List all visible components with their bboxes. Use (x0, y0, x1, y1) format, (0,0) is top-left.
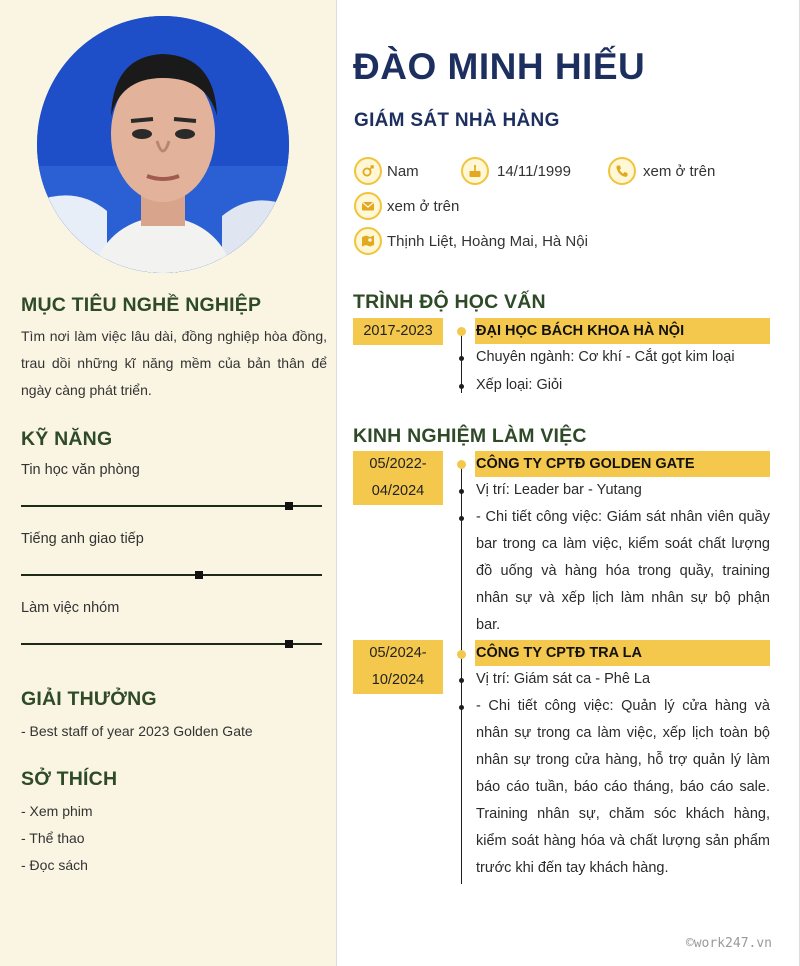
experience-date-from: 05/2024- (369, 645, 427, 661)
cake-icon (461, 157, 489, 185)
experience-timeline (461, 464, 462, 884)
experience-company: CÔNG TY CPTĐ TRA LA (475, 640, 770, 666)
timeline-dot (459, 516, 464, 521)
award-item: - Best staff of year 2023 Golden Gate (21, 723, 253, 739)
timeline-dot (459, 489, 464, 494)
watermark: ©work247.vn (685, 936, 772, 951)
birthday-text: 14/11/1999 (497, 162, 571, 180)
experience-date-to: 04/2024 (371, 483, 425, 499)
experience-date (353, 451, 443, 505)
hobby-item: - Đọc sách (21, 857, 88, 873)
skill-name: Làm việc nhóm (21, 600, 120, 616)
experience-date (353, 640, 443, 694)
skill-level-marker (195, 571, 203, 579)
objective-heading: MỤC TIÊU NGHỀ NGHIỆP (21, 294, 262, 316)
timeline-dot (457, 327, 466, 336)
experience-date-from: 05/2022- (369, 456, 427, 472)
experience-position: Vị trí: Giám sát ca - Phê La (476, 671, 651, 687)
skill-bar (21, 574, 322, 576)
phone-icon (608, 157, 636, 185)
info-birthday (461, 156, 571, 186)
hobbies-heading: SỞ THÍCH (21, 768, 118, 790)
job-title: GIÁM SÁT NHÀ HÀNG (354, 110, 560, 131)
sidebar (0, 0, 337, 966)
email-text: xem ở trên (387, 197, 460, 215)
experience-position: Vị trí: Leader bar - Yutang (476, 482, 642, 498)
education-major: Chuyên ngành: Cơ khí - Cắt gọt kim loại (476, 349, 735, 365)
timeline-dot (459, 356, 464, 361)
skills-heading: KỸ NĂNG (21, 428, 113, 450)
experience-heading: KINH NGHIỆM LÀM VIỆC (353, 425, 587, 447)
gender-text: Nam (387, 162, 419, 180)
timeline-dot (459, 384, 464, 389)
skill-level-marker (285, 640, 293, 648)
education-date: 2017-2023 (353, 318, 443, 345)
avatar (37, 16, 289, 273)
experience-date-to: 10/2024 (371, 672, 425, 688)
education-school: ĐẠI HỌC BÁCH KHOA HÀ NỘI (475, 318, 770, 344)
skill-level-marker (285, 502, 293, 510)
info-email (354, 191, 459, 221)
timeline-dot (459, 678, 464, 683)
avatar-portrait (37, 16, 289, 273)
experience-details: - Chi tiết công việc: Giám sát nhân viên quầy bar trong ca làm việc, kiểm soát chất lượng đồ uống và hàng hóa trong quầy, training nhân sự và xếp lịch làm nhân sự bộ phận bar. (476, 509, 770, 633)
timeline-dot (457, 650, 466, 659)
education-heading: TRÌNH ĐỘ HỌC VẤN (353, 291, 546, 313)
candidate-name: ĐÀO MINH HIẾU (353, 46, 646, 87)
info-phone (608, 156, 715, 186)
experience-details: - Chi tiết công việc: Quản lý cửa hàng và nhân sự trong ca làm việc, xếp lịch toàn bộ nhân sự trong cửa hàng, hỗ trợ quản lý làm báo cáo tuần, báo cáo tháng, báo cáo sale. Training nhân sự, chăm sóc khách hàng, kiểm soát hàng hóa và chất lượng sản phẩm trước khi đến tay khách hàng. (476, 698, 770, 876)
skill-bar (21, 505, 322, 507)
gender-icon (354, 157, 382, 185)
hobby-item: - Xem phim (21, 803, 93, 819)
envelope-icon (354, 192, 382, 220)
experience-company: CÔNG TY CPTĐ GOLDEN GATE (475, 451, 770, 477)
hobby-item: - Thể thao (21, 830, 85, 846)
timeline-dot (459, 705, 464, 710)
info-address (354, 226, 588, 256)
skill-bar (21, 643, 322, 645)
info-gender (354, 156, 419, 186)
awards-heading: GIẢI THƯỞNG (21, 688, 157, 710)
phone-text: xem ở trên (643, 162, 716, 180)
map-icon (354, 227, 382, 255)
objective-text: Tìm nơi làm việc lâu dài, đồng nghiệp hòa đồng, trau dồi những kĩ năng mềm của bản thân để ngày càng phát triển. (21, 328, 327, 398)
timeline-dot (457, 460, 466, 469)
education-rank: Xếp loại: Giỏi (476, 377, 563, 393)
skill-name: Tiếng anh giao tiếp (21, 531, 144, 547)
skill-name: Tin học văn phòng (21, 462, 140, 478)
address-text: Thịnh Liệt, Hoàng Mai, Hà Nội (387, 232, 588, 250)
